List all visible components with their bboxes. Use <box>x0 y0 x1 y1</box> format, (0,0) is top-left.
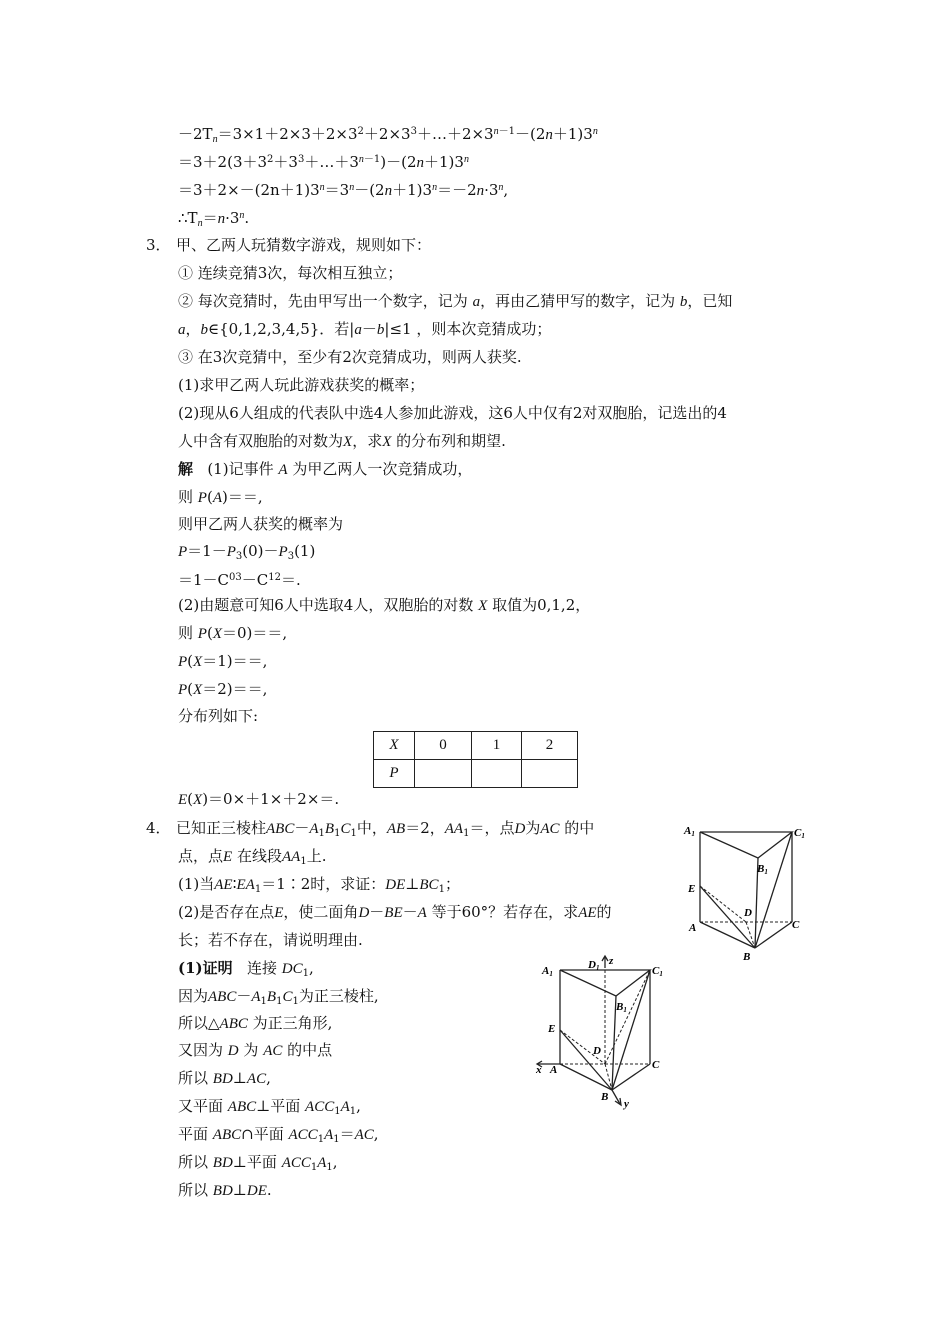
table-cell <box>472 760 522 788</box>
q3-intro: 甲、乙两人玩猜数字游戏，规则如下： <box>176 236 432 254</box>
prism-axes-figure <box>532 952 672 1112</box>
q3-solution-9: P(X＝2)＝＝, <box>178 680 268 698</box>
table-cell: 2 <box>522 732 578 760</box>
label-c: C <box>792 919 800 931</box>
label-c1: C1 <box>652 965 663 978</box>
label-d: D <box>593 1045 601 1057</box>
q3-solution-10: 分布列如下: <box>178 707 259 725</box>
q3-number: 3． <box>146 236 171 254</box>
q4-line-1: 已知正三棱柱$ABC-A_1B_1C_1$中，AB＝2，$AA_1=$，点D为AC 的中 <box>176 819 595 839</box>
label-d: D <box>744 907 752 919</box>
label-e: E <box>688 883 696 895</box>
distribution-table <box>373 731 578 788</box>
q3-solution-8: P(X＝1)＝＝, <box>178 652 268 670</box>
table-cell: 0 <box>415 732 472 760</box>
q4-line-2: 点，点E 在线段$AA_1$上. <box>178 847 327 867</box>
table-cell <box>415 760 472 788</box>
label-y: y <box>624 1098 629 1110</box>
q4-line-3: (1)当$AE∶EA_1=1∶2$时，求证：$DE\perp BC_1$； <box>178 875 460 895</box>
label-a1: A1 <box>684 825 695 838</box>
label-a1: A1 <box>542 965 553 978</box>
table-cell <box>522 760 578 788</box>
label-c: C <box>652 1059 660 1071</box>
prev-line-3: $=3+2\times-(2n+1)3^n=3^n-(2n+1)3^n=-2n\cdot 3^n$, <box>178 181 509 199</box>
q3-solution-7: 则 P(X＝0)＝＝, <box>178 624 288 642</box>
q3-part-2: (2)现从6人组成的代表队中选4人参加此游戏，这6人中仅有2对双胞胎，记选出的4 <box>178 404 727 422</box>
q3-solution-6: (2)由题意可知6人中选取4人，双胞胎的对数 X 取值为0,1,2， <box>178 596 591 614</box>
prev-line-2: $=3+2(3+3^2+3^3+\dots+3^{n-1})-(2n+1)3^n$ <box>178 153 469 171</box>
label-d1: D1 <box>588 959 600 972</box>
q3-solution-2: 则 P(A)＝＝, <box>178 488 263 506</box>
q4-proof-7: 平面 ABC∩平面 $ACC_1A_1=AC$, <box>178 1125 379 1145</box>
prism-figure <box>680 818 812 966</box>
q4-line-4: (2)是否存在点E，使二面角D－BE－A 等于60°？若存在，求AE的 <box>178 903 612 921</box>
q3-part-1: (1)求甲乙两人玩此游戏获奖的概率； <box>178 376 425 394</box>
q3-part-2b: 人中含有双胞胎的对数为X，求X 的分布列和期望. <box>178 432 506 450</box>
label-x: x <box>536 1064 542 1076</box>
q3-solution-5: $=1-C^{03}-C^{12}=$. <box>178 571 301 589</box>
label-e: E <box>548 1023 556 1035</box>
table-cell: X <box>374 732 415 760</box>
label-a: A <box>550 1064 558 1076</box>
table-row <box>374 760 578 788</box>
q4-proof-2: 因为$ABC-A_1B_1C_1$为正三棱柱, <box>178 987 379 1007</box>
q3-solution-4: $P=1-P_3(0)-P_3(1)$ <box>178 542 316 562</box>
label-b1: B1 <box>757 863 768 876</box>
label-z: z <box>609 955 614 967</box>
q4-line-5: 长；若不存在，请说明理由. <box>178 931 363 949</box>
q4-proof-6: 又平面 ABC⊥平面 $ACC_1A_1$, <box>178 1097 361 1117</box>
q4-proof-5: 所以 BD⊥AC, <box>178 1069 271 1087</box>
table-row <box>374 732 578 760</box>
label-a: A <box>689 922 697 934</box>
label-b: B <box>743 951 751 963</box>
q4-proof-8: 所以 BD⊥平面 $ACC_1A_1$, <box>178 1153 338 1173</box>
q3-solution-1: 解 (1)记事件 A 为甲乙两人一次竞猜成功， <box>178 460 473 478</box>
q4-proof-1: (1)证明 连接 $DC_1$, <box>178 959 314 979</box>
q4-proof-9: 所以 BD⊥DE. <box>178 1181 272 1199</box>
label-b: B <box>601 1091 609 1103</box>
label-c1: C1 <box>794 827 805 840</box>
table-cell: P <box>374 760 415 788</box>
q4-proof-3: 所以△ABC 为正三角形, <box>178 1014 333 1032</box>
label-b1: B1 <box>616 1001 627 1014</box>
q3-rule-2: ② 每次竞猜时，先由甲写出一个数字，记为 a，再由乙猜甲写的数字，记为 b，已知 <box>178 292 733 310</box>
prev-line-4: $\therefore T_n=n\cdot 3^n$. <box>178 209 250 229</box>
q4-proof-4: 又因为 D 为 AC 的中点 <box>178 1041 333 1059</box>
q4-number: 4． <box>146 819 171 837</box>
q3-rule-3: ③ 在3次竞猜中，至少有2次竞猜成功，则两人获奖. <box>178 348 522 366</box>
prev-line-1: $-2T_n=3\times 1+2\times 3+2\times 3^2+2\times 3^3+\dots+2\times 3^{n-1}-(2n+1)3^n$ <box>178 125 598 145</box>
q3-expectation: E(X)＝0×＋1×＋2×＝. <box>178 790 340 808</box>
q3-rule-2b: a，b∈{0,1,2,3,4,5}．若|a－b|≤1 ，则本次竞猜成功； <box>178 320 552 338</box>
table-cell: 1 <box>472 732 522 760</box>
q3-rule-1: ① 连续竞猜3次，每次相互独立； <box>178 264 403 282</box>
q3-solution-3: 则甲乙两人获奖的概率为 <box>178 515 344 533</box>
